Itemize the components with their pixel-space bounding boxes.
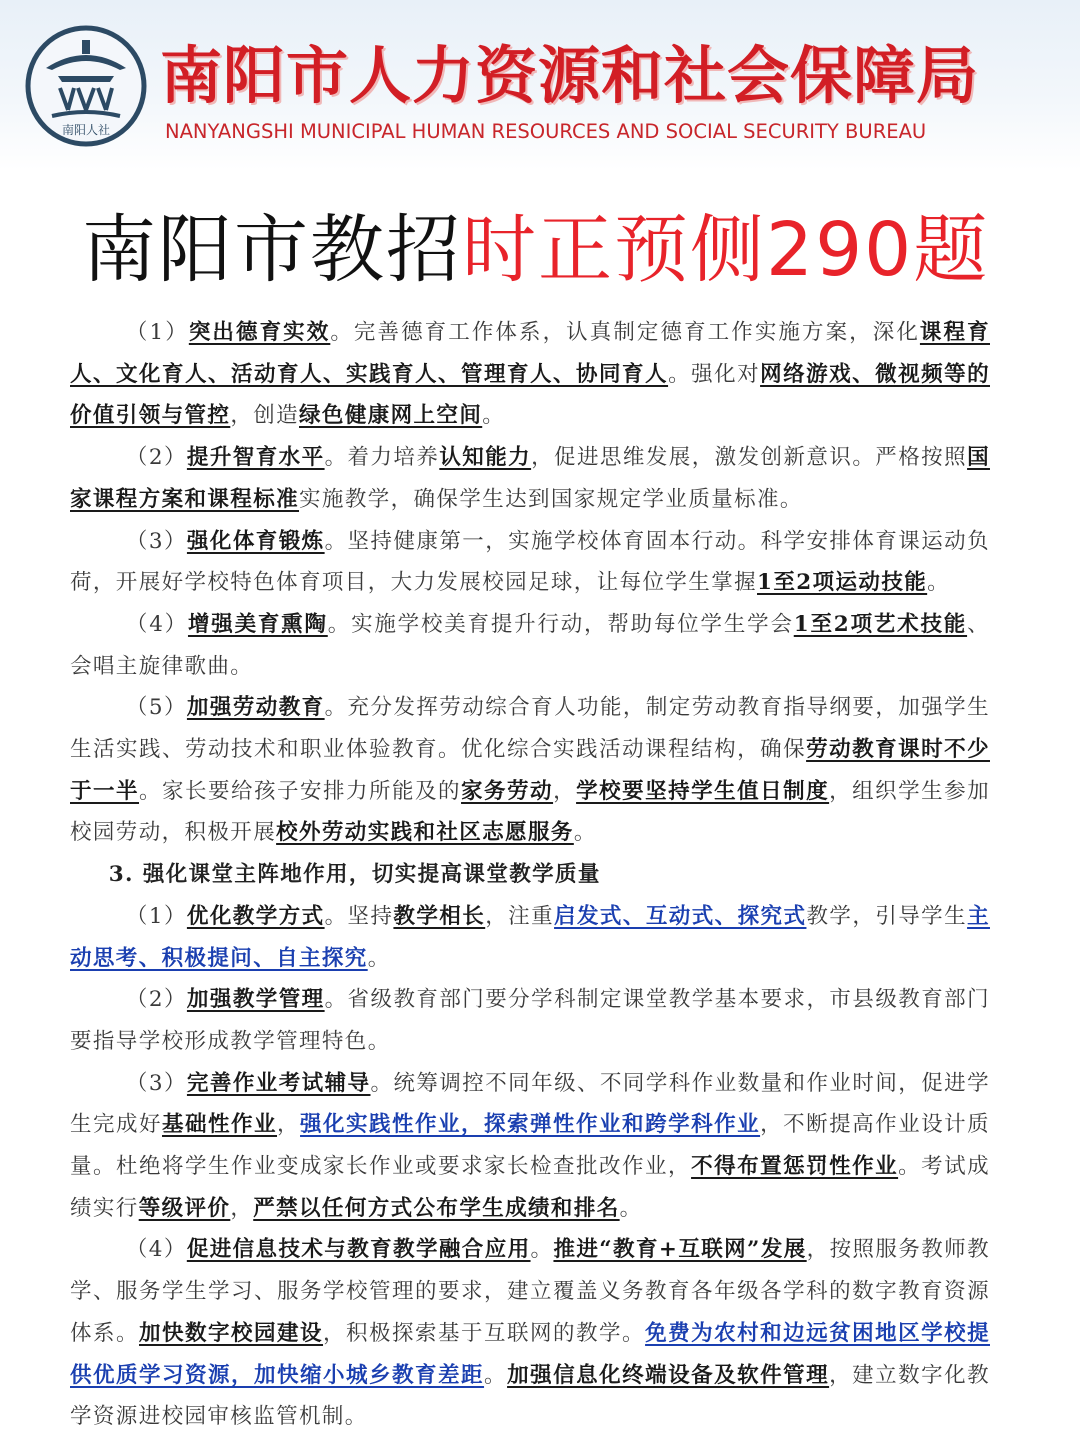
body-text: 。 (530, 1237, 554, 1263)
highlight-bold-text: 促进信息技术与教育教学融合应用 (186, 1237, 531, 1263)
body-text: （2） (125, 445, 187, 471)
body-text: ，组织学生参加校园劳动，积极开展 (70, 778, 991, 846)
highlight-bold-text: 提升智育水平 (186, 445, 325, 471)
highlight-bold-text: 教学相长 (393, 903, 486, 929)
body-text: ， (553, 778, 577, 804)
highlight-bold-text: 家务劳动 (461, 778, 554, 804)
body-text: ，注重 (485, 903, 555, 929)
body-text: （5） (125, 695, 187, 721)
body-text: 。坚持健康第一，实施学校体育固本行动。科学安排体育课运动负荷，开展好学校特色体育项目，大力发展校园足球，让每位学生掌握 (70, 528, 991, 596)
body-text: （4） (125, 1237, 187, 1263)
highlight-blue-text: 免费为农村和边远贫困地区学校提供优质学习资源，加快缩小城乡教育差距 (70, 1320, 990, 1388)
highlight-bold-text: 增强美育熏陶 (187, 611, 328, 637)
body-text: ，促进思维发展，激发创新意识。严格按照 (531, 445, 968, 471)
section-heading (70, 854, 990, 896)
org-name-chinese: 南阳市人力资源和社会保障局 (160, 39, 980, 112)
highlight-bold-text: 突出德育实效 (188, 320, 331, 345)
body-text: 。坚持 (324, 903, 394, 929)
body-text: ， (277, 1112, 301, 1138)
body-text: ，建立数字化教学资源进校园审核监管机制。 (70, 1362, 991, 1430)
body-text: 。完善德育工作体系，认真制定德育工作实施方案，深化 (330, 320, 920, 345)
logo-caption: 南阳人社 (61, 123, 111, 137)
highlight-bold-text: 基础性作业 (162, 1112, 278, 1138)
highlight-bold-text: 1至2项运动技能 (757, 570, 928, 596)
body-text: 。 (484, 1362, 508, 1388)
highlight-blue-text: 主动思考、积极提问、自主探究 (70, 903, 990, 971)
highlight-bold-text: 国家课程方案和课程标准 (70, 445, 990, 512)
highlight-bold-text: 完善作业考试辅导 (186, 1070, 371, 1096)
highlight-bold-text: 加强劳动教育 (186, 695, 325, 721)
highlight-bold-text: 认知能力 (439, 445, 532, 471)
paragraph (70, 521, 990, 604)
page-title (82, 200, 1042, 300)
highlight-bold-text: 加快数字校园建设 (139, 1320, 324, 1346)
body-text: 。 (367, 945, 391, 971)
highlight-bold-text: 1至2项艺术技能 (793, 611, 968, 637)
body-text: 教学，引导学生 (806, 903, 968, 929)
highlight-bold-text: 等级评价 (138, 1195, 231, 1221)
highlight-blue-text: 启发式、互动式、探究式 (554, 903, 807, 929)
body-text: 。考试成绩实行 (70, 1154, 990, 1221)
org-name-english: NANYANGSHI MUNICIPAL HUMAN RESOURCES AND SOCIAL SECURITY BUREAU (165, 120, 927, 143)
body-text: ，创造 (230, 403, 300, 429)
highlight-bold-text: 劳动教育课时不少于一半 (70, 737, 990, 804)
body-text: （3） (125, 1070, 187, 1096)
body-text: （2） (125, 987, 187, 1013)
paragraph (70, 437, 990, 520)
header-banner (0, 0, 1080, 170)
body-text: 3. 强化课堂主阵地作用，切实提高课堂教学质量 (108, 862, 601, 888)
title-black-part: 南阳市教招 (82, 207, 462, 293)
highlight-bold-text: 不得布置惩罚性作业 (691, 1154, 899, 1180)
body-text: 。省级教育部门要分学科制定课堂教学基本要求，市县级教育部门要指导学校形成教学管理特色。 (70, 987, 991, 1054)
body-text: （1） (125, 320, 189, 345)
highlight-bold-text: 网络游戏、微视频等的价值引领与管控 (70, 361, 990, 429)
highlight-bold-text: 绿色健康网上空间 (299, 403, 483, 429)
bureau-logo-icon (24, 24, 148, 148)
body-text: 。家长要给孩子安排力所能及的 (139, 778, 462, 804)
body-text: 。强化对 (668, 361, 761, 387)
body-text: 。 (619, 1195, 643, 1221)
body-text: 。 (573, 820, 597, 846)
body-text: 。 (927, 570, 951, 596)
paragraph (70, 1063, 990, 1230)
paragraph (70, 979, 990, 1062)
body-text: 。着力培养 (324, 445, 440, 471)
paragraph (70, 896, 990, 979)
body-text: 。充分发挥劳动综合育人功能，制定劳动教育指导纲要，加强学生生活实践、劳动技术和职业体验教育。优化综合实践活动课程结构，确保 (70, 695, 991, 763)
paragraph (70, 604, 990, 687)
highlight-bold-text: 优化教学方式 (186, 903, 325, 929)
highlight-bold-text: 严禁以任何方式公布学生成绩和排名 (253, 1195, 620, 1221)
highlight-blue-text: 强化实践性作业，探索弹性作业和跨学科作业 (300, 1112, 761, 1138)
body-text: ， (230, 1195, 254, 1221)
highlight-bold-text: 推进“教育+互联网”发展 (553, 1237, 807, 1263)
body-text: 。实施学校美育提升行动，帮助每位学生学会 (327, 611, 794, 637)
body-text: （1） (125, 903, 187, 929)
title-red-part: 时正预侧290题 (462, 207, 990, 293)
paragraph (70, 312, 990, 437)
body-text: ，积极探索基于互联网的教学。 (323, 1320, 646, 1346)
paragraph (70, 687, 990, 854)
body-text: 。 (482, 403, 506, 429)
body-text: 、会唱主旋律歌曲。 (70, 611, 990, 679)
body-text: （4） (125, 611, 188, 637)
highlight-bold-text: 校外劳动实践和社区志愿服务 (276, 820, 574, 846)
highlight-bold-text: 加强教学管理 (186, 987, 325, 1013)
highlight-bold-text: 学校要坚持学生值日制度 (576, 778, 830, 804)
highlight-bold-text: 加强信息化终端设备及软件管理 (507, 1362, 830, 1388)
body-text: （3） (125, 528, 187, 554)
highlight-bold-text: 课程育人、文化育人、活动育人、实践育人、管理育人、协同育人 (70, 320, 990, 387)
body-text: 。统筹调控不同年级、不同学科作业数量和作业时间，促进学生完成好 (70, 1070, 990, 1138)
body-text: 实施教学，确保学生达到国家规定学业质量标准。 (299, 486, 803, 512)
body-text: ，按照服务教师教学、服务学生学习、服务学校管理的要求，建立覆盖义务教育各年级各学科的数字教育资源体系。 (70, 1237, 990, 1346)
paragraph (70, 1229, 990, 1438)
body-text: ，不断提高作业设计质量。杜绝将学生作业变成家长作业或要求家长检查批改作业， (70, 1112, 990, 1180)
highlight-bold-text: 强化体育锻炼 (186, 528, 325, 554)
document-body (70, 312, 990, 1438)
